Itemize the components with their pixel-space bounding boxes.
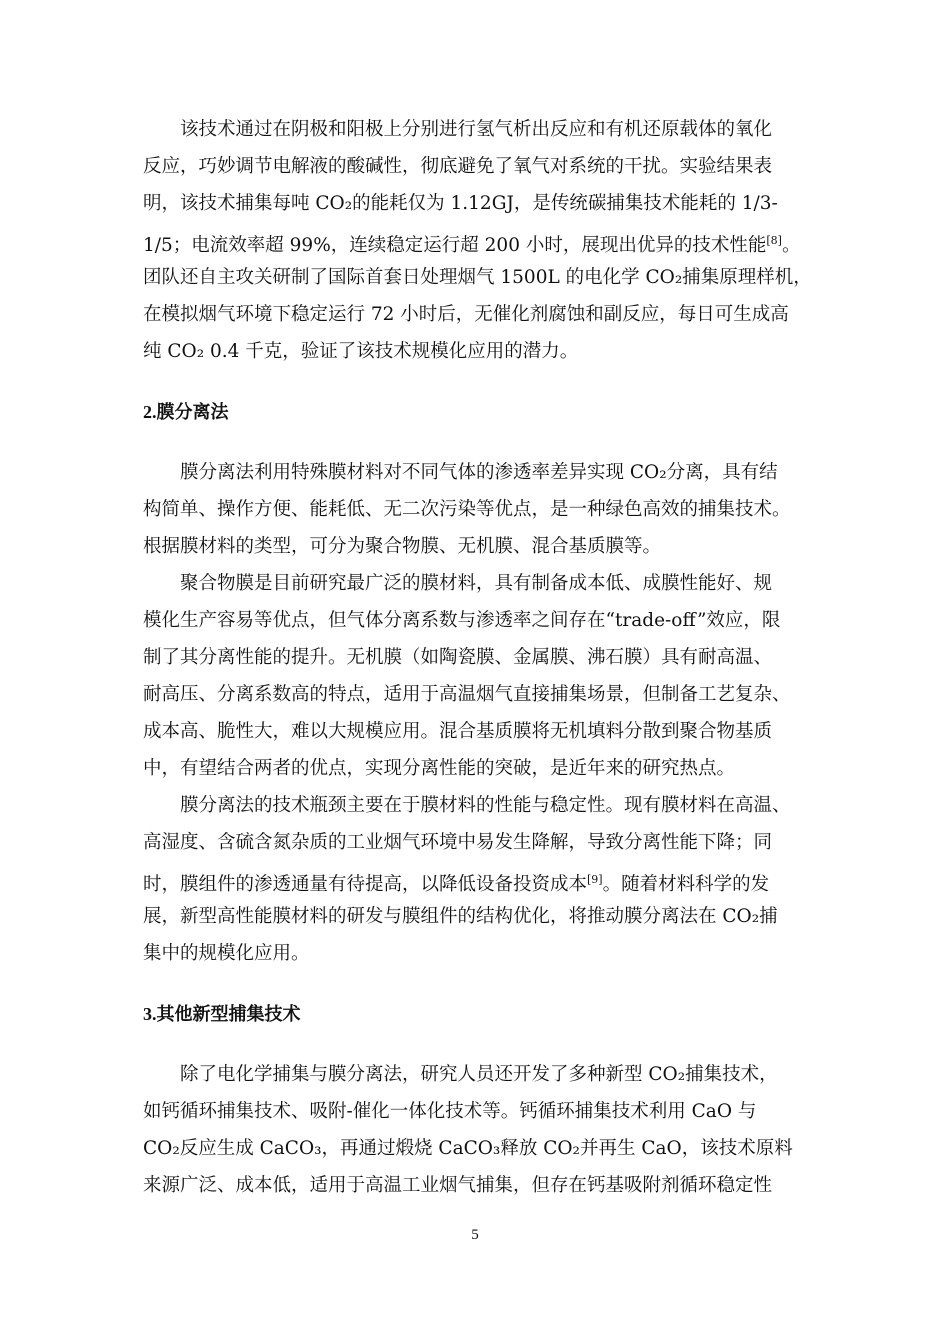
text-line: 耐高压、分离系数高的特点，适用于高温烟气直接捕集场景，但制备工艺复杂、 [143,684,791,705]
text-line: 中，有望结合两者的优点，实现分离性能的突破，是近年来的研究热点。 [143,758,736,779]
text-line: 高湿度、含硫含氮杂质的工业烟气环境中易发生降解，导致分离性能下降；同 [143,832,773,853]
text-line: 1/5；电流效率超 99%，连续稳定运行超 200 小时，展现出优异的技术性能[8]。 [143,234,801,257]
text-line: 纯 CO₂ 0.4 千克，验证了该技术规模化应用的潜力。 [143,341,579,362]
text-line: 时，膜组件的渗透通量有待提高，以降低设备投资成本[9]。随着材料科学的发 [143,873,770,896]
text-line: 根据膜材料的类型，可分为聚合物膜、无机膜、混合基质膜等。 [143,536,662,557]
text-line: 聚合物膜是目前研究最广泛的膜材料，具有制备成本低、成膜性能好、规 [143,573,773,594]
citation-marker: [8] [766,234,782,247]
text-line: 如钙循环捕集技术、吸附-催化一体化技术等。钙循环捕集技术利用 CaO 与 [143,1101,757,1122]
text-line: 集中的规模化应用。 [143,943,310,964]
text-line: 来源广泛、成本低，适用于高温工业烟气捕集，但存在钙基吸附剂循环稳定性 [143,1175,773,1196]
text-line: 模化生产容易等优点，但气体分离系数与渗透率之间存在“trade-off”效应，限 [143,610,781,631]
text-line: 该技术通过在阴极和阳极上分别进行氢气析出反应和有机还原载体的氧化 [143,119,773,140]
text-line: 制了其分离性能的提升。无机膜（如陶瓷膜、金属膜、沸石膜）具有耐高温、 [143,647,773,668]
text-line: CO₂反应生成 CaCO₃，再通过煅烧 CaCO₃释放 CO₂并再生 CaO，该技术原料 [143,1138,793,1159]
text-line: 膜分离法的技术瓶颈主要在于膜材料的性能与稳定性。现有膜材料在高温、 [143,795,791,816]
page-number: 5 [471,1227,479,1243]
text-line: 成本高、脆性大，难以大规模应用。混合基质膜将无机填料分散到聚合物基质 [143,721,773,742]
citation-marker: [9] [587,873,603,886]
text-line: 除了电化学捕集与膜分离法，研究人员还开发了多种新型 CO₂捕集技术， [143,1064,778,1085]
text-line: 展，新型高性能膜材料的研发与膜组件的结构优化，将推动膜分离法在 CO₂捕 [143,906,778,927]
section-heading: 3.其他新型捕集技术 [143,1004,301,1024]
text-line: 反应，巧妙调节电解液的酸碱性，彻底避免了氧气对系统的干扰。实验结果表 [143,156,773,177]
text-line: 构简单、操作方便、能耗低、无二次污染等优点，是一种绿色高效的捕集技术。 [143,499,791,520]
text-line: 膜分离法利用特殊膜材料对不同气体的渗透率差异实现 CO₂分离，具有结 [143,462,778,483]
text-line: 明，该技术捕集每吨 CO₂的能耗仅为 1.12GJ，是传统碳捕集技术能耗的 1/3- [143,193,778,214]
text-line: 团队还自主攻关研制了国际首套日处理烟气 1500L 的电化学 CO₂捕集原理样机， [143,267,812,288]
section-heading: 2.膜分离法 [143,402,229,422]
text-line: 在模拟烟气环境下稳定运行 72 小时后，无催化剂腐蚀和副反应，每日可生成高 [143,304,789,325]
